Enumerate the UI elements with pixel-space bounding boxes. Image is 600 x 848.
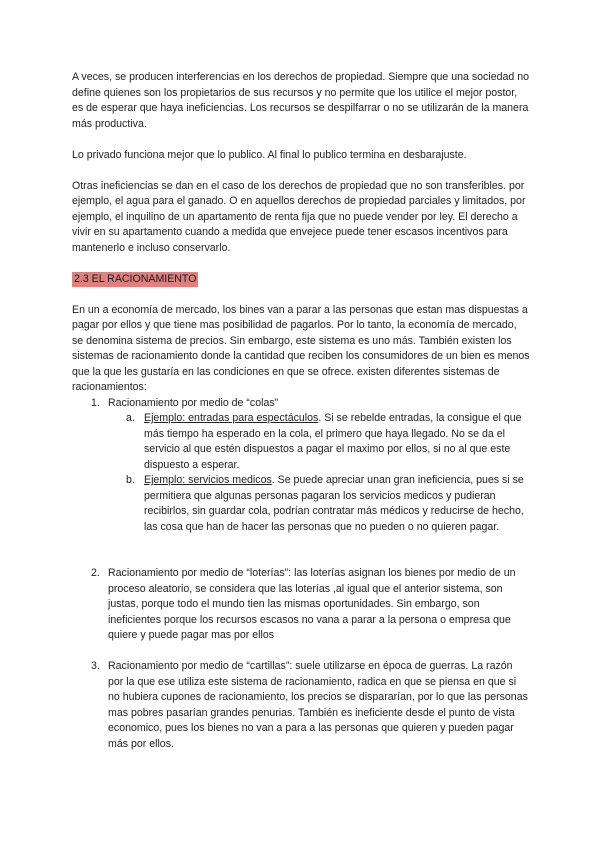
list-item-colas — [72, 396, 530, 551]
sublist-colas — [108, 411, 530, 535]
example-text: . Si se rebelde entradas, la consigue el que más tiempo ha esperado en la cola, el primero que haya llegado. No se da el servicio al que estén dispuestos a pagar el maximo por ellos, si no al que este dispuesto a esperar. — [144, 412, 522, 471]
sublist-marker: b. — [126, 474, 135, 486]
list-number: 2. — [91, 567, 100, 579]
example-text: . Se puede apreciar unan gran ineficiencia, pues si se permitiera que algunas personas pagaran los servicios medicos y pudieran recibirlos, sin guardar cola, podrían contratar más médicos y reducirse de hecho, las cosa que han de hacer las personas que no pueden o no quieren pagar. — [144, 474, 524, 533]
list-item-loterias — [72, 566, 530, 644]
list-item-text: Racionamiento por medio de “colas” — [108, 396, 279, 409]
rationing-list — [72, 396, 530, 753]
list-number: 1. — [91, 396, 100, 409]
paragraph-private-vs-public: Lo privado funciona mejor que lo publico. Al final lo publico termina en desbarajuste. — [72, 148, 467, 161]
section-heading-wrapper — [72, 272, 530, 303]
list-item-text: Racionamiento por medio de “cartillas”: suele utilizarse en época de guerras. La razón por la que ese utiliza este sistema de racionamiento, radica en que se piensa en que si no hubiera cupones de racionamiento, los precios se dispararían, por lo que las personas mas pobres pasarían grandes penurias. También es ineficiente desde el punto de vista economico, pues los bienes no van a para a las personas que quieren y pueden pagar más por ellos. — [108, 660, 528, 750]
paragraph-other-inefficiencies: Otras ineficiencias se dan en el caso de los derechos de propiedad que no son transferibles. por ejemplo, el agua para el ganado. O en aquellos derechos de propiedad parciales y limitados, por ejemplo, el inquilino de un apartamento de renta fija que no puede vender por ley. El derecho a vivir en su apartamento cuando a medida que envejece puede tener escasos incentivos para mantenerlo e incluso conservarlo. — [72, 179, 526, 254]
section-intro: En un a economía de mercado, los bines van a parar a las personas que estan mas dispuestas a pagar por ellos y que tiene mas posibilidad de pagarlos. Por lo tanto, la economía de mercado, se denomina sistema de precios. Sin embargo, este sistema es uno más. También existen los sistemas de racionamiento donde la cantidad que reciben los consumidores de un bien es menos que la que les gustaría en las condiciones en que se ofrece. existen diferentes sistemas de racionamientos: — [72, 303, 530, 393]
sublist-item — [108, 473, 530, 535]
list-item-cartillas — [72, 659, 530, 752]
list-number: 3. — [91, 660, 100, 672]
document-page — [72, 70, 530, 752]
list-item-text: Racionamiento por medio de “loterías”: las loterías asignan los bienes por medio de un proceso aleatorio, se considera que las loterías ,al igual que el anterior sistema, son justas, porque todo el mundo tien las mismas oportunidades. Sin embargo, son ineficientes porque los recursos escasos no vana a parar a la persona o empresa que quiere y puede pagar mas por ellos — [108, 567, 516, 641]
section-heading: 2.3 EL RACIONAMIENTO — [72, 272, 198, 288]
sublist-item — [108, 411, 530, 473]
sublist-marker: a. — [126, 412, 135, 424]
spacer — [108, 535, 530, 551]
example-label: Ejemplo: entradas para espectáculos — [144, 412, 319, 424]
example-label: Ejemplo: servicios medicos — [144, 474, 272, 486]
paragraph-property-rights: A veces, se producen interferencias en los derechos de propiedad. Siempre que una sociedad no define quienes son los propietarios de sus recursos y no permite que los utilice el mejor postor, es de esperar que haya ineficiencias. Los recursos se despilfarrar o no se utilizarán de la manera más productiva. — [72, 71, 530, 130]
